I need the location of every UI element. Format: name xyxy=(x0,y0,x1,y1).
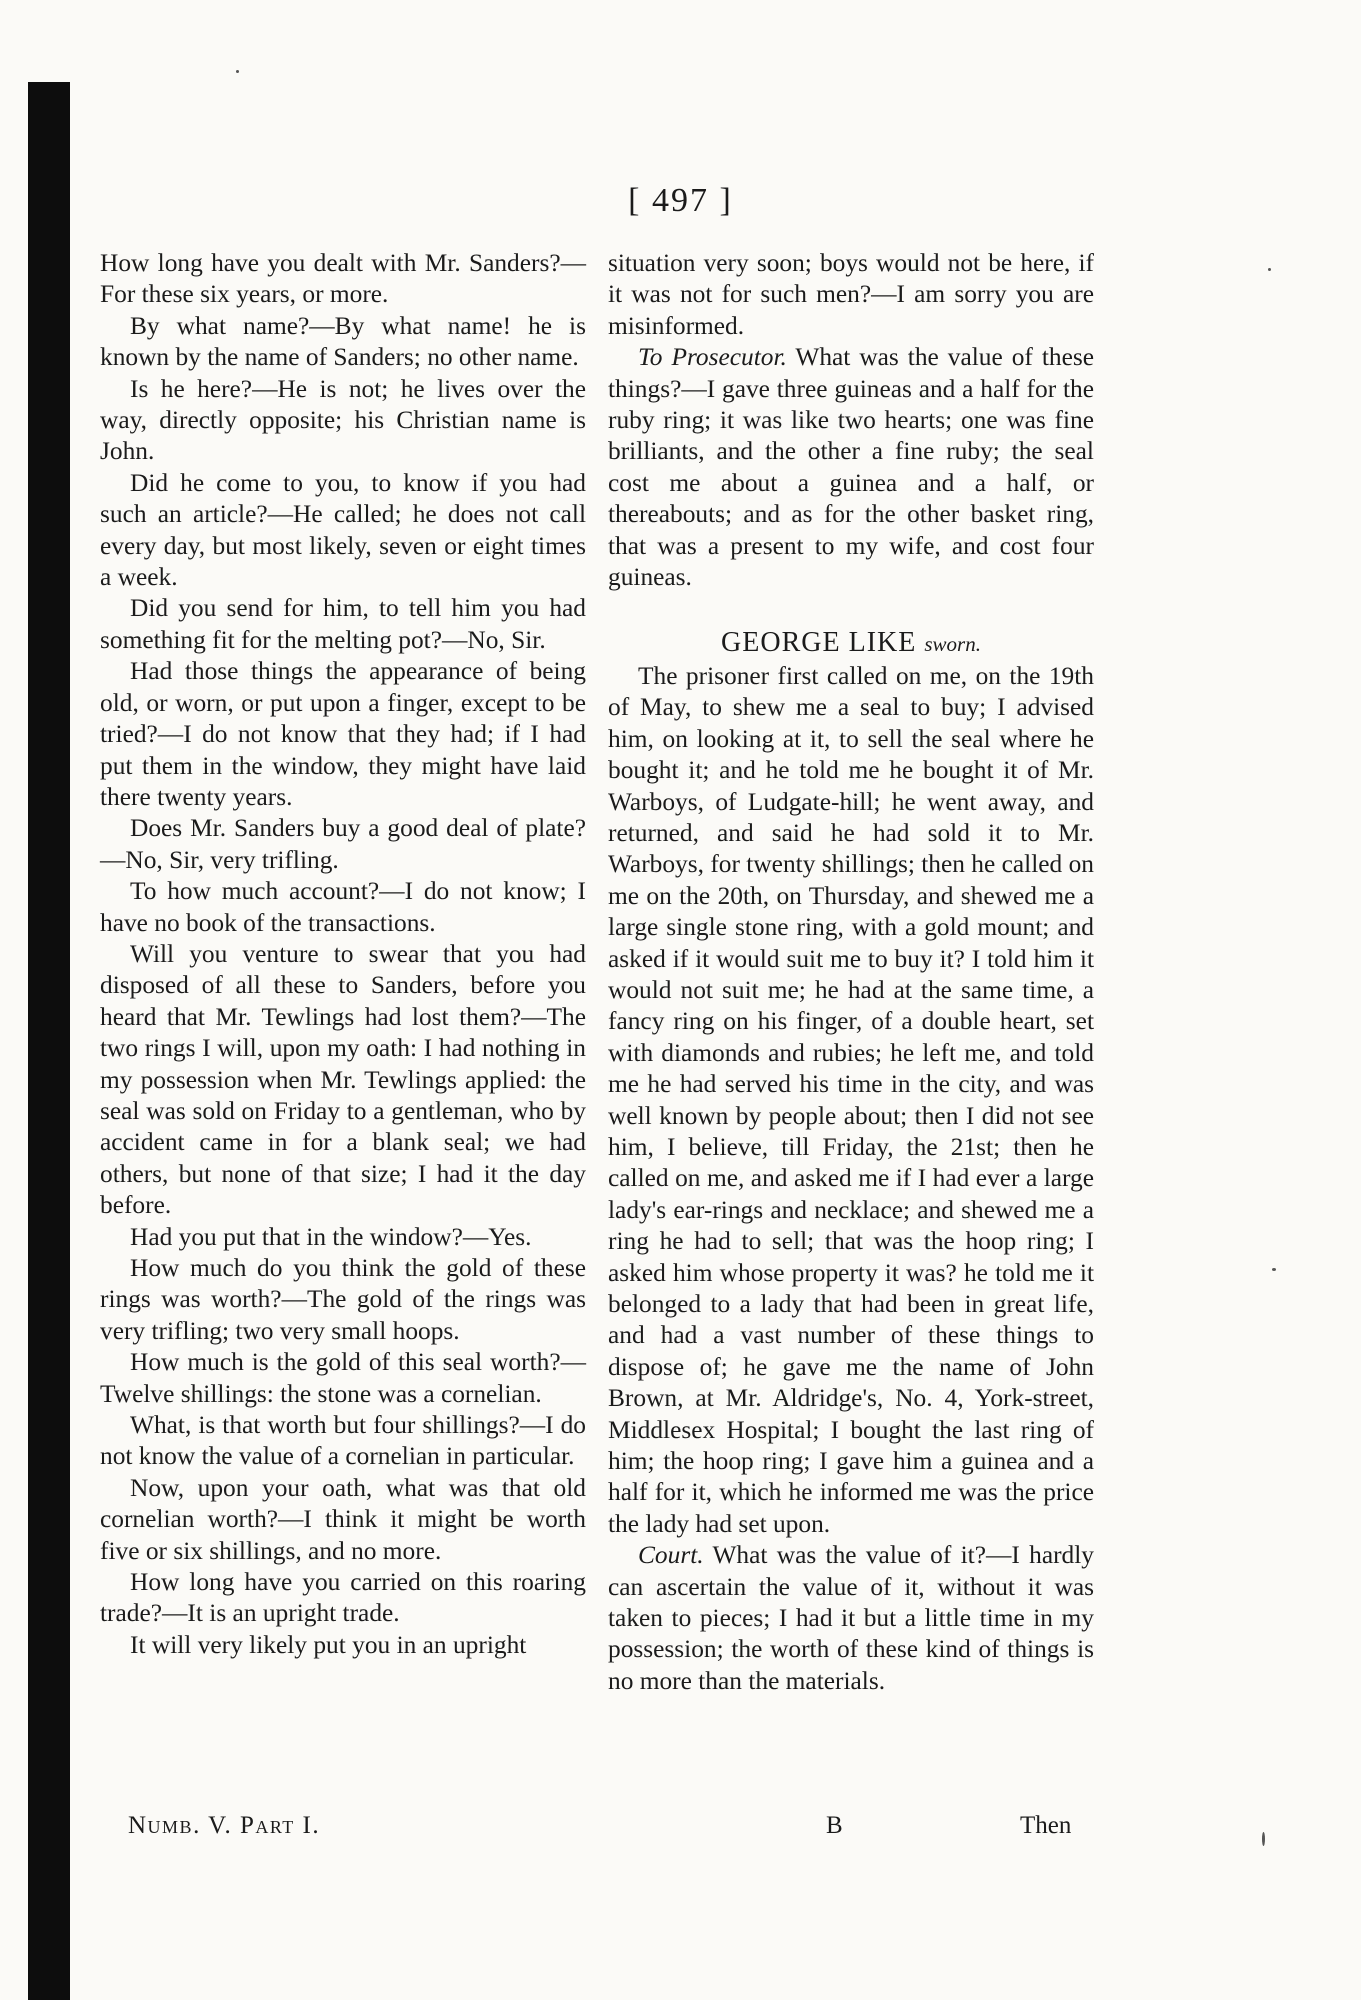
speaker-lead: Court. xyxy=(638,1541,704,1570)
paragraph-text: Had you put that in the window?—Yes. xyxy=(130,1222,532,1251)
paragraph-text: To how much account?—I do not know; I have no book of the transactions. xyxy=(100,877,586,937)
paragraph-text: Did you send for him, to tell him you had something fit for the melting pot?—No, Sir. xyxy=(100,594,586,654)
paragraph xyxy=(100,813,586,876)
paragraph-text: What was the value of these things?—I gave three guineas and a half for the ruby ring; it was like two hearts; one was fine brilliants, and the other a fine ruby; the seal cost me about a guinea and a half, or thereabouts; and as for the other basket ring, that was a present to my wife, and cost four guineas. xyxy=(608,343,1094,592)
paragraph xyxy=(100,374,586,468)
paragraph xyxy=(100,248,586,311)
paragraph xyxy=(100,1410,586,1473)
paragraph-text: It will very likely put you in an upright xyxy=(130,1630,527,1659)
page-number: [ 497 ] xyxy=(628,182,733,219)
paper-speck xyxy=(236,70,239,73)
paper-speck xyxy=(1268,268,1271,271)
left-column xyxy=(100,248,586,1661)
right-column xyxy=(608,248,1094,1697)
paragraph-text: Is he here?—He is not; he lives over the way, directly opposite; his Christian name is John. xyxy=(100,374,586,466)
paragraph xyxy=(100,876,586,939)
paragraph xyxy=(100,311,586,374)
binding-shadow xyxy=(28,82,70,2000)
paper-speck xyxy=(1262,1832,1265,1846)
paragraph-text: The prisoner first called on me, on the 19th of May, to shew me a seal to buy; I advised him, on looking at it, to sell the seal where he bought it; and he told me he bought it of Mr. Warboys, of Ludgate-hill; he went away, and returned, and said he had sold it to Mr. Warboys, for twenty shillings; then he called on me on the 20th, on Thursday, and shewed me a large single stone ring, with a gold mount; and asked if it would suit me to buy it? I told him it would not suit me; he had at the same time, a fancy ring on his finger, of a double heart, set with diamonds and rubies; he left me, and told me he had served his time in the city, and was well known by people about; then I did not see him, I believe, till Friday, the 21st; then he called on me, and asked me if I had ever a large lady's ear-rings and necklace; and shewed me a ring he had to sell; that was the hoop ring; I asked him whose property it was? he told me it belonged to a lady that had been in great life, and had a vast number of these things to dispose of; he gave me the name of John Brown, at Mr. Aldridge's, No. 4, York-street, Middlesex Hospital; I bought the last ring of him; the hoop ring; I gave him a guinea and a half for it, which he informed me was the price the lady had set upon. xyxy=(608,661,1094,1538)
speaker-lead: To Prosecutor. xyxy=(638,343,787,372)
paragraph xyxy=(100,1253,586,1347)
paragraph xyxy=(100,1567,586,1630)
witness-name: GEORGE LIKE xyxy=(721,627,917,659)
paragraph xyxy=(100,939,586,1222)
paragraph xyxy=(608,661,1094,1540)
paragraph-text: Had those things the appearance of being old, or worn, or put upon a finger, except to be tried?—I do not know that they had; if I had put them in the window, they might have laid there twenty years. xyxy=(100,657,586,811)
paragraph-text: situation very soon; boys would not be here, if it was not for such men?—I am sorry you are misinformed. xyxy=(608,249,1094,340)
paragraph xyxy=(608,342,1094,593)
paragraph-text: Now, upon your oath, what was that old cornelian worth?—I think it might be worth five or six shillings, and no more. xyxy=(100,1473,586,1565)
paragraph-text: Did he come to you, to know if you had such an article?—He called; he does not call every day, but most likely, seven or eight times a week. xyxy=(100,468,586,592)
paragraph xyxy=(100,656,586,813)
paragraph xyxy=(100,1347,586,1410)
paragraph xyxy=(100,468,586,594)
paragraph-text: Does Mr. Sanders buy a good deal of plate?—No, Sir, very trifling. xyxy=(100,814,586,874)
paragraph xyxy=(608,1540,1094,1697)
paragraph xyxy=(100,593,586,656)
paragraph-text: What, is that worth but four shillings?—I do not know the value of a cornelian in particular. xyxy=(100,1411,586,1471)
paragraph xyxy=(100,1630,586,1661)
catchword: Then xyxy=(1020,1812,1072,1839)
paragraph xyxy=(608,248,1094,342)
paragraph-text: How much do you think the gold of these rings was worth?—The gold of the rings was very trifling; two very small hoops. xyxy=(100,1254,586,1345)
paragraph-text: How much is the gold of this seal worth?—Twelve shillings: the stone was a cornelian. xyxy=(100,1348,586,1408)
sheet-mark: B xyxy=(826,1812,843,1839)
witness-heading xyxy=(608,627,1094,660)
paragraph-text: How long have you carried on this roaring trade?—It is an upright trade. xyxy=(100,1568,586,1628)
signature-mark: Numb. V. Part I. xyxy=(128,1812,321,1839)
paragraph-text: What was the value of it?—I hardly can ascertain the value of it, without it was taken to pieces; I had it but a little time in my possession; the worth of these kind of things is no more than the materials. xyxy=(608,1541,1094,1695)
sworn-label: sworn. xyxy=(924,632,981,657)
paper-speck xyxy=(1272,1268,1276,1271)
paragraph xyxy=(100,1473,586,1567)
paragraph xyxy=(100,1222,586,1253)
paragraph-text: Will you venture to swear that you had disposed of all these to Sanders, before you heard that Mr. Tewlings had lost them?—The two rings I will, upon my oath: I had nothing in my possession when Mr. Tewlings applied: the seal was sold on Friday to a gentleman, who by accident came in for a blank seal; we had others, but none of that size; I had it the day before. xyxy=(100,939,586,1220)
paragraph-text: By what name?—By what name! he is known by the name of Sanders; no other name. xyxy=(100,311,586,372)
paragraph-text: How long have you dealt with Mr. Sanders?—For these six years, or more. xyxy=(100,249,586,309)
